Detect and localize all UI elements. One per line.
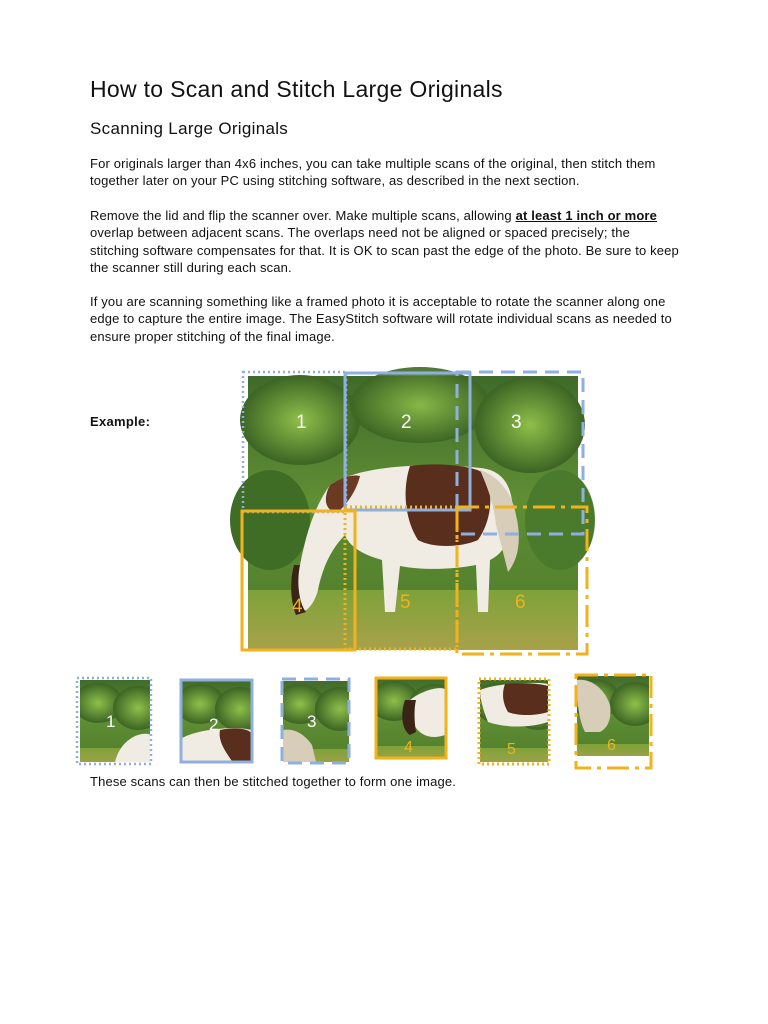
- scan-label-2: 2: [401, 412, 412, 433]
- caption: These scans can then be stitched together to form one image.: [90, 774, 456, 789]
- instructions-text-start: Remove the lid and flip the scanner over. Make multiple scans, allowing: [90, 208, 516, 223]
- rotation-paragraph: If you are scanning something like a framed photo it is acceptable to rotate the scanner along one edge to capture the entire image. The EasyStitch software will rotate individual scans as needed to ensure proper stitching of the final image.: [90, 294, 672, 344]
- scan-label-5: 5: [400, 592, 411, 613]
- thumbnail-4: [369, 676, 459, 766]
- thumb-label-5: 5: [507, 741, 516, 758]
- section-heading: Scanning Large Originals: [90, 119, 289, 138]
- overlap-emphasis: at least 1 inch or more: [515, 208, 658, 223]
- example-label: Example:: [90, 414, 151, 429]
- thumbnail-2: [175, 679, 265, 769]
- thumbnail-6: [570, 674, 660, 768]
- thumbnail-1: [73, 678, 163, 768]
- scan-label-3: 3: [511, 412, 522, 433]
- thumb-label-6: 6: [607, 737, 616, 754]
- thumbnail-3: [275, 679, 365, 769]
- thumb-label-2: 2: [209, 715, 219, 734]
- thumb-label-1: 1: [106, 712, 116, 731]
- scan-label-4: 4: [292, 596, 303, 617]
- scan-label-1: 1: [296, 412, 307, 433]
- thumbnail-5: [473, 678, 563, 768]
- intro-paragraph: For originals larger than 4x6 inches, you can take multiple scans of the original, then stitch them together later on your PC using stitching software, as described in the next section.: [90, 156, 656, 189]
- scan-label-6: 6: [515, 592, 526, 613]
- page-title: How to Scan and Stitch Large Originals: [90, 76, 503, 102]
- thumb-label-3: 3: [307, 712, 317, 731]
- instructions-text-end: overlap between adjacent scans. The overlaps need not be aligned or spaced precisely; the stitching software compensates for that. It is OK to scan past the edge of the photo. Be sure to keep the scanner still during each scan.: [90, 225, 679, 276]
- thumb-label-4: 4: [404, 739, 413, 756]
